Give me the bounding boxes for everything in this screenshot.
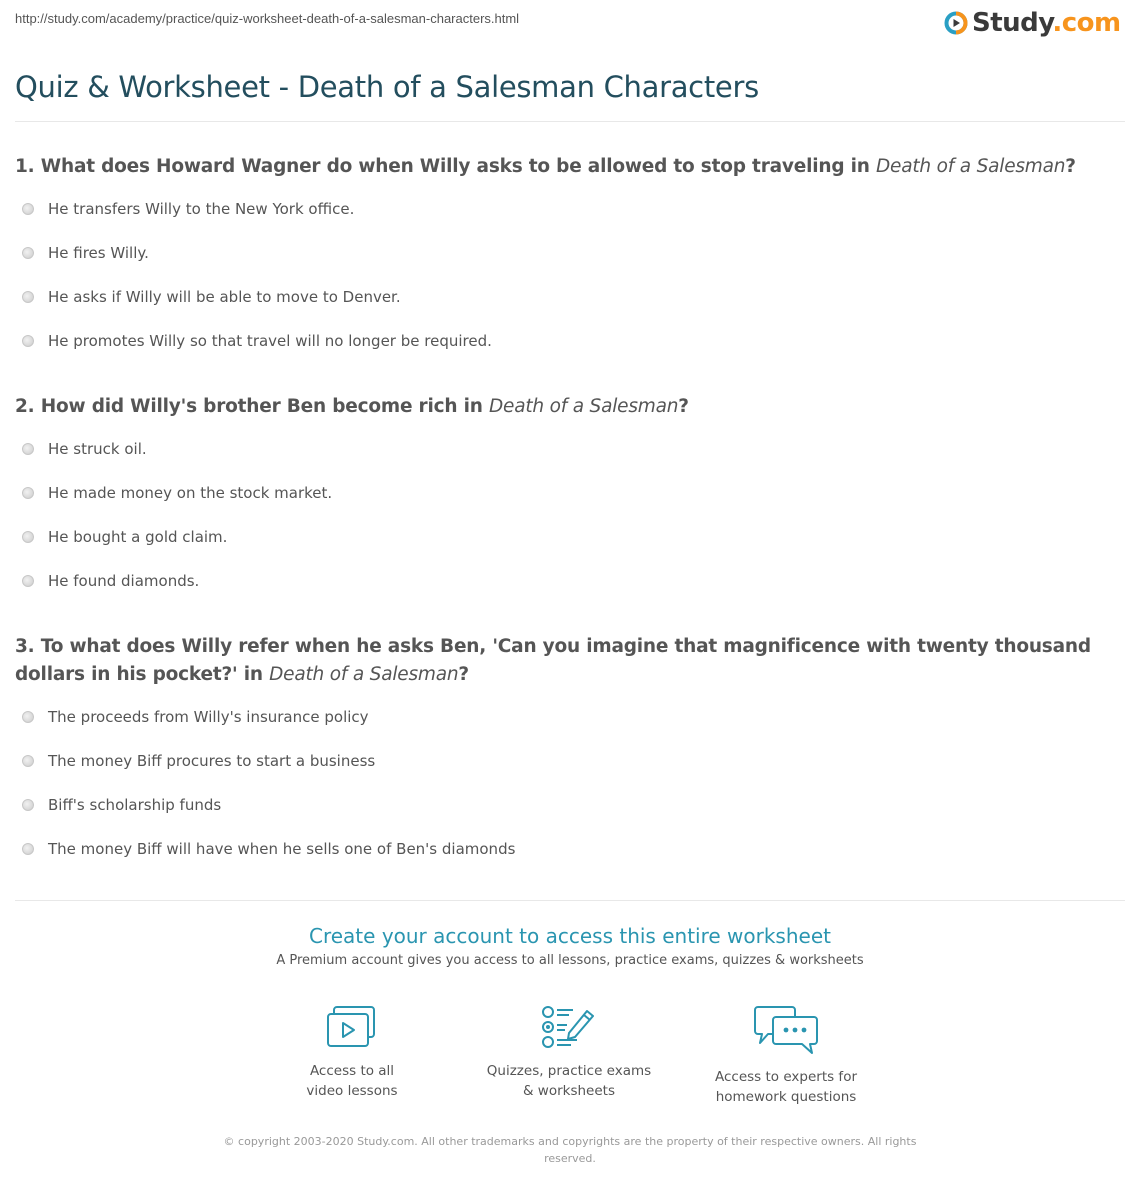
radio-button[interactable] bbox=[22, 531, 34, 543]
question-end: ? bbox=[678, 396, 689, 417]
feature-label-line: homework questions bbox=[715, 1089, 857, 1105]
answer-label: He struck oil. bbox=[48, 440, 147, 458]
logo-suffix: .com bbox=[1052, 8, 1121, 38]
page-title: Quiz & Worksheet - Death of a Salesman Characters bbox=[15, 70, 759, 104]
answer-option[interactable] bbox=[22, 200, 354, 218]
question-1 bbox=[15, 153, 1115, 181]
answer-option[interactable] bbox=[22, 244, 149, 262]
feature-label-line: Access to experts for bbox=[714, 1069, 857, 1085]
feature-label-line: & worksheets bbox=[522, 1083, 615, 1099]
radio-button[interactable] bbox=[22, 755, 34, 767]
answer-label: He promotes Willy so that travel will no longer be required. bbox=[48, 332, 492, 350]
question-end: ? bbox=[1065, 156, 1076, 177]
answer-option[interactable] bbox=[22, 528, 227, 546]
answer-label: The proceeds from Willy's insurance policy bbox=[48, 708, 369, 726]
radio-button[interactable] bbox=[22, 487, 34, 499]
radio-button[interactable] bbox=[22, 443, 34, 455]
answer-label: He made money on the stock market. bbox=[48, 484, 333, 502]
question-italic-title: Death of a Salesman bbox=[269, 664, 459, 685]
question-number: 2. bbox=[15, 396, 35, 417]
answer-option[interactable] bbox=[22, 572, 199, 590]
answer-label: The money Biff procures to start a business bbox=[48, 752, 376, 770]
cta-title-link[interactable]: Create your account to access this entire worksheet bbox=[309, 924, 831, 948]
radio-button[interactable] bbox=[22, 843, 34, 855]
chat-bubbles-icon bbox=[754, 1005, 818, 1055]
question-end: ? bbox=[458, 664, 469, 685]
feature-label-line: Access to all bbox=[309, 1063, 395, 1079]
question-text: How did Willy's brother Ben become rich in bbox=[40, 396, 483, 417]
answer-option[interactable] bbox=[22, 484, 332, 502]
feature-label-line: Quizzes, practice exams bbox=[486, 1063, 652, 1079]
cta-subtitle: A Premium account gives you access to all lessons, practice exams, quizzes & worksheets bbox=[276, 953, 864, 968]
answer-option[interactable] bbox=[22, 332, 492, 350]
answer-option[interactable] bbox=[22, 752, 375, 770]
question-text: To what does Willy refer when he asks Ben, 'Can you imagine that magnificence with twenty thousand dollars in his pocket?' in bbox=[15, 636, 1091, 685]
quiz-checklist-icon bbox=[541, 1005, 597, 1049]
feature-quizzes bbox=[469, 1005, 669, 1101]
answer-label: The money Biff will have when he sells one of Ben's diamonds bbox=[48, 840, 516, 858]
answer-label: He found diamonds. bbox=[48, 572, 200, 590]
radio-button[interactable] bbox=[22, 799, 34, 811]
study-logo[interactable] bbox=[944, 8, 1121, 38]
radio-button[interactable] bbox=[22, 247, 34, 259]
page-url: http://study.com/academy/practice/quiz-worksheet-death-of-a-salesman-characters.html bbox=[15, 11, 520, 26]
answer-option[interactable] bbox=[22, 288, 401, 306]
radio-button[interactable] bbox=[22, 203, 34, 215]
question-italic-title: Death of a Salesman bbox=[876, 156, 1066, 177]
play-circle-icon bbox=[944, 11, 968, 35]
answer-option[interactable] bbox=[22, 840, 515, 858]
feature-video-lessons bbox=[252, 1005, 452, 1101]
feature-experts bbox=[686, 1005, 886, 1107]
feature-label-line: video lessons bbox=[306, 1083, 398, 1099]
question-italic-title: Death of a Salesman bbox=[488, 396, 679, 417]
answer-label: Biff's scholarship funds bbox=[48, 796, 222, 814]
radio-button[interactable] bbox=[22, 711, 34, 723]
divider bbox=[15, 900, 1125, 901]
question-number: 3. bbox=[15, 636, 35, 657]
answer-label: He transfers Willy to the New York office. bbox=[48, 200, 355, 218]
question-number: 1. bbox=[15, 156, 35, 177]
question-2 bbox=[15, 393, 1115, 421]
answer-label: He asks if Willy will be able to move to Denver. bbox=[48, 288, 401, 306]
logo-text: Study bbox=[972, 8, 1053, 38]
video-lessons-icon bbox=[326, 1005, 378, 1049]
question-text: What does Howard Wagner do when Willy asks to be allowed to stop traveling in bbox=[40, 156, 870, 177]
answer-label: He bought a gold claim. bbox=[48, 528, 228, 546]
radio-button[interactable] bbox=[22, 291, 34, 303]
answer-option[interactable] bbox=[22, 708, 369, 726]
copyright-footer: © copyright 2003-2020 Study.com. All other trademarks and copyrights are the property of their respective owners. All rights reserved. bbox=[223, 1135, 917, 1165]
question-3 bbox=[15, 633, 1115, 689]
answer-option[interactable] bbox=[22, 796, 221, 814]
answer-label: He fires Willy. bbox=[48, 244, 149, 262]
answer-option[interactable] bbox=[22, 440, 147, 458]
radio-button[interactable] bbox=[22, 575, 34, 587]
radio-button[interactable] bbox=[22, 335, 34, 347]
divider bbox=[15, 121, 1125, 122]
